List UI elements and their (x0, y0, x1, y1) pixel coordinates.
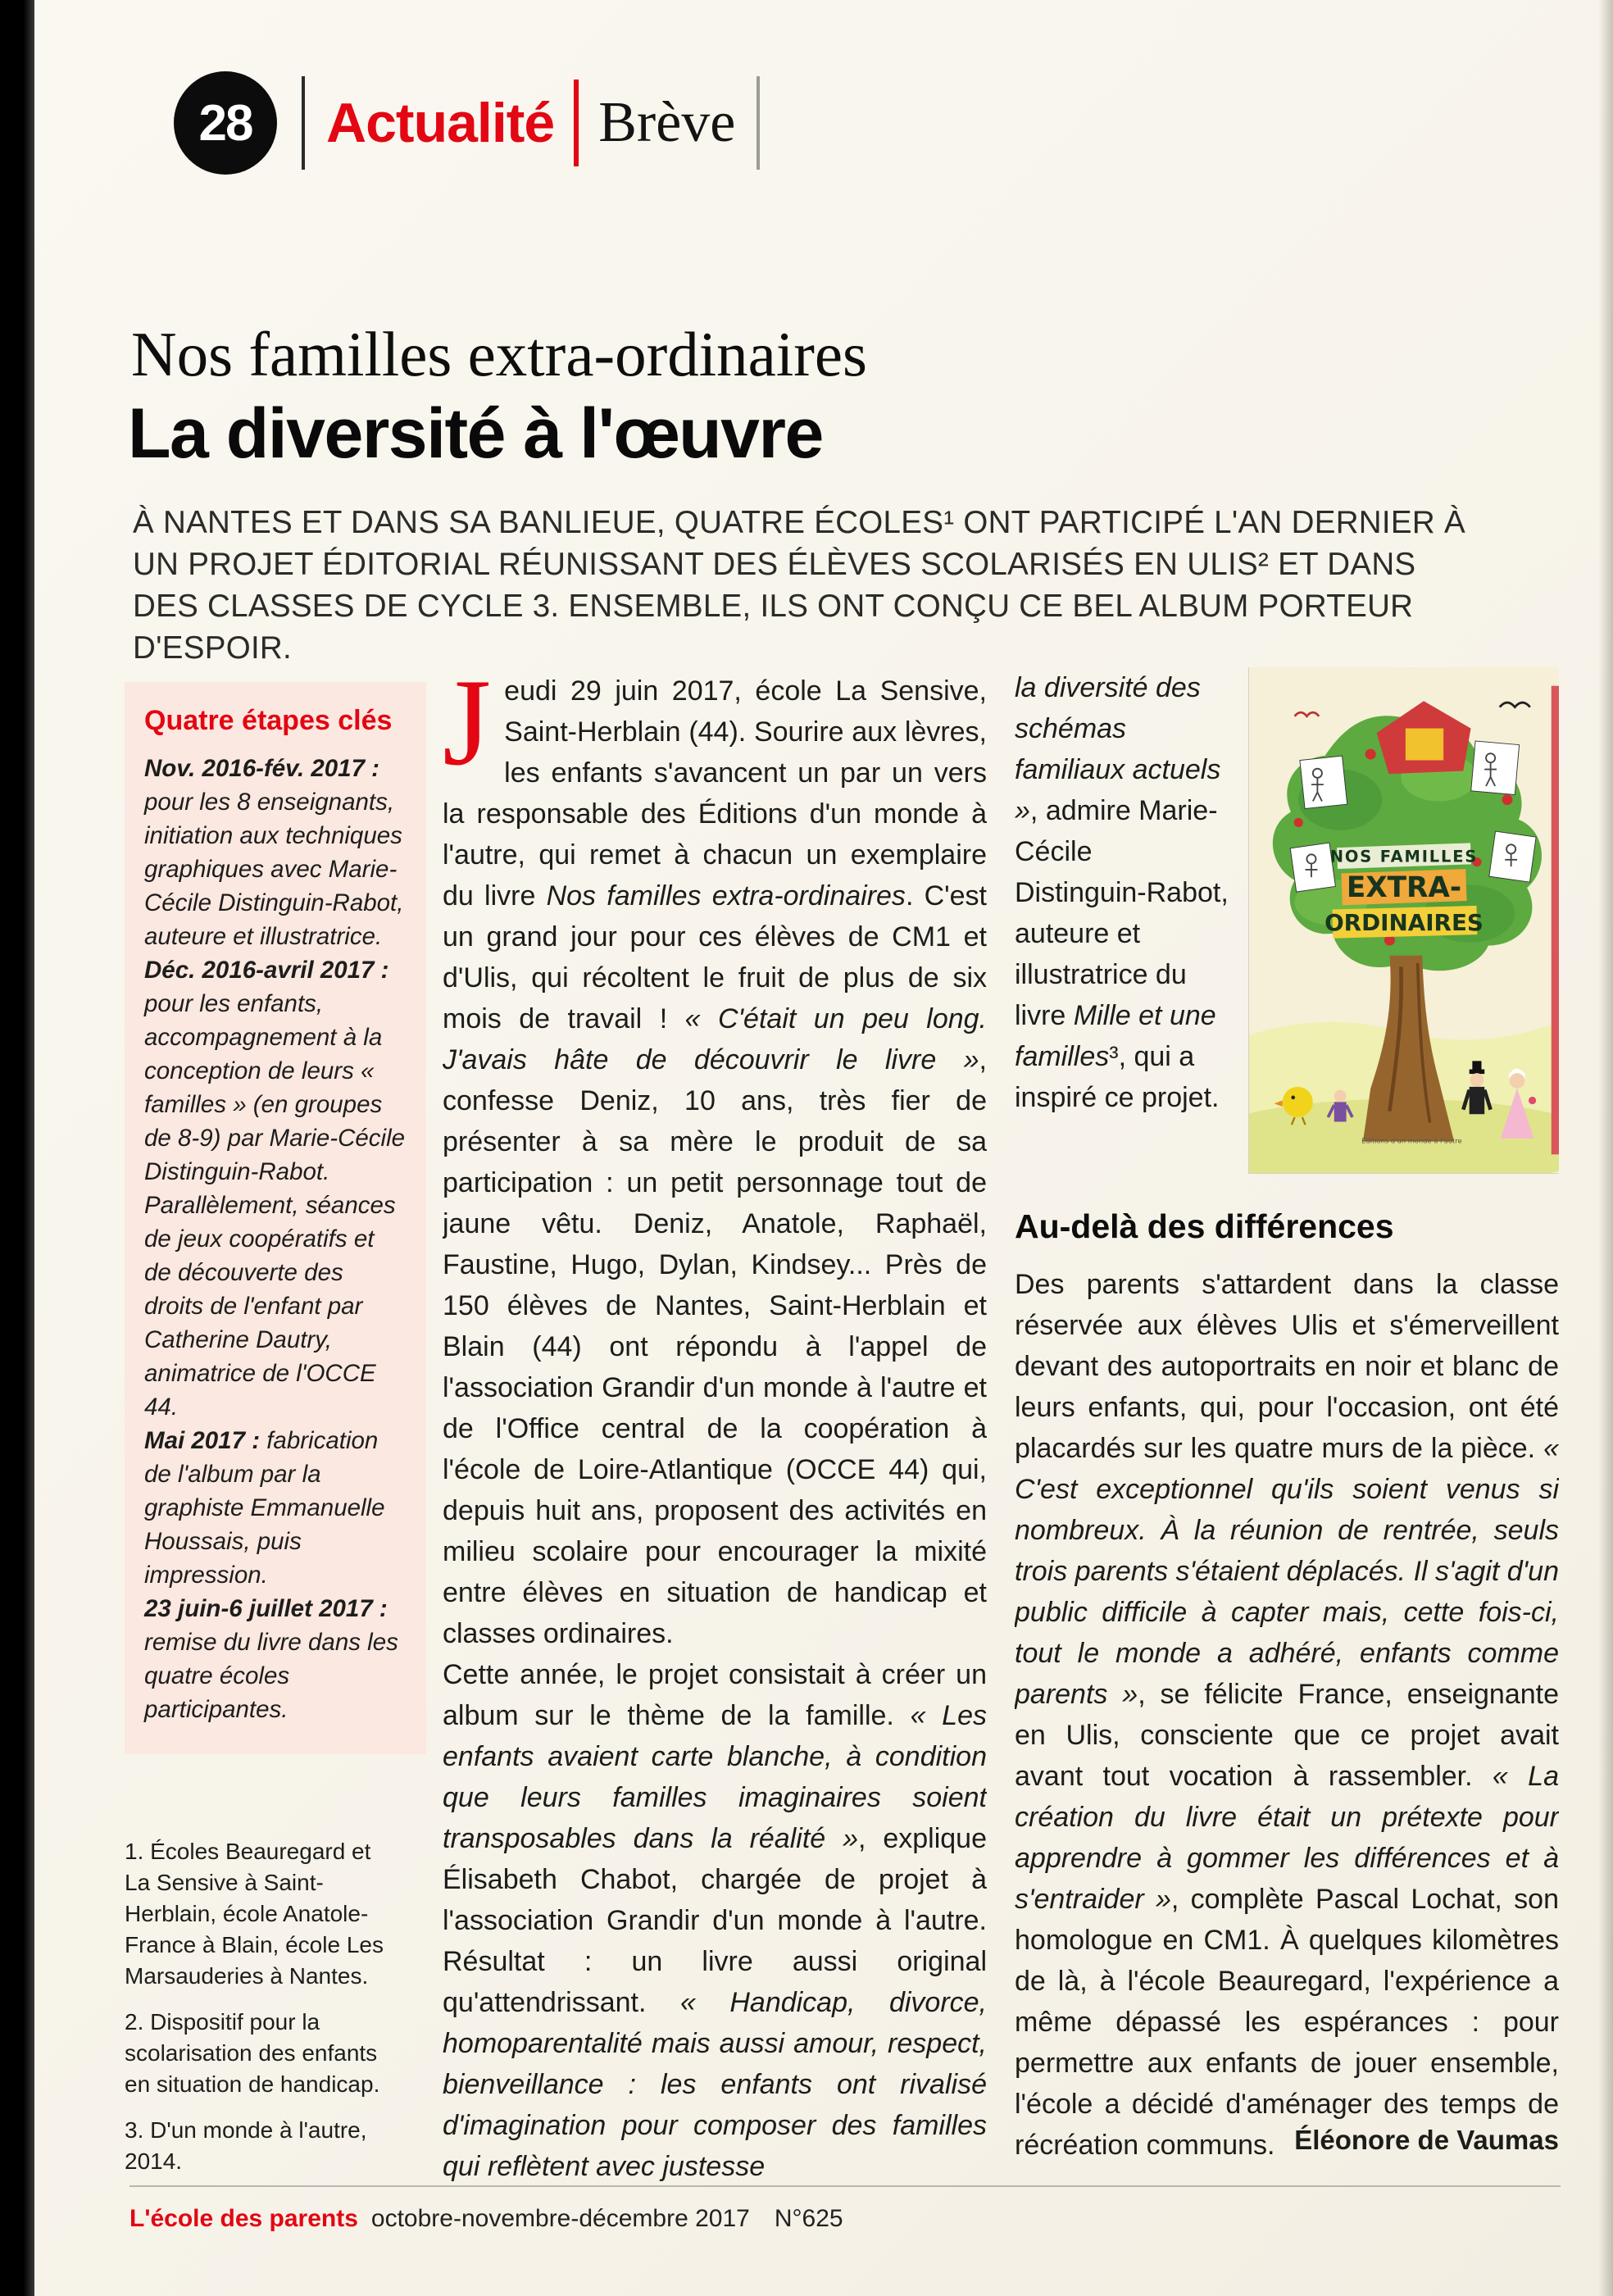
rubric-label: Brève (598, 91, 736, 154)
key-step-2 (144, 953, 407, 1424)
left-column (125, 682, 426, 2192)
footnote-1: 1. Écoles Beauregard et La Sensive à Saint-Herblain, école Anatole-France à Blain, école Les Marsauderies à Nantes. (125, 1839, 384, 1989)
paragraph-1 (443, 671, 987, 1654)
footer-brand: L'école des parents (129, 2205, 358, 2232)
cover-title-line-1: EXTRA- (1346, 871, 1462, 905)
masthead-divider-dark (302, 76, 305, 170)
article-column-main (443, 671, 987, 2203)
page-number-badge: 28 (174, 71, 277, 175)
masthead (174, 69, 760, 177)
article-kicker: Nos familles extra-ordinaires (131, 319, 868, 389)
article-title: La diversité à l'œuvre (128, 394, 823, 473)
page-footer (129, 2185, 1561, 2233)
key-step-4-text: remise du livre dans les quatre écoles participantes. (144, 1629, 398, 1723)
footnote-2: 2. Dispositif pour la scolarisation des enfants en situation de handicap. (125, 2009, 380, 2097)
byline: Éléonore de Vaumas (1294, 2125, 1559, 2155)
cover-title-line-2: ORDINAIRES (1324, 909, 1484, 937)
key-step-1 (144, 752, 407, 953)
continuation-text: la diversité des schémas familiaux actuels », admire Marie-Cécile Distinguin-Rabot, auteure et illustratrice du livre Mille et une familles³, qui a inspiré ce projet. (1015, 672, 1229, 1113)
key-step-3 (144, 1424, 407, 1592)
key-step-1-text: pour les 8 enseignants, initiation aux techniques graphiques avec Marie-Cécile Distinguin-Rabot, auteure et illustratrice. (144, 789, 404, 950)
section-label: Actualité (326, 92, 555, 154)
article-column-right (1015, 667, 1559, 2213)
book-cover (1249, 667, 1559, 1173)
paragraph-2: Cette année, le projet consistait à créer un album sur le thème de la famille. « Les enfants avaient carte blanche, à condition que leurs familles imaginaires soient transposables dans la réalité », explique Élisabeth Chabot, chargée de projet à l'association Grandir d'un monde à l'autre. Résultat : un livre aussi original qu'attendrissant. « Handicap, divorce, homoparentalité mais aussi amour, respect, bienveillance : les enfants ont rivalisé d'imagination pour composer des familles qui reflètent avec justesse (443, 1659, 987, 2182)
footnote-3: 3. D'un monde à l'autre, 2014. (125, 2117, 367, 2174)
key-step-3-date: Mai 2017 : (144, 1427, 261, 1454)
key-steps-title: Quatre étapes clés (144, 705, 393, 736)
key-step-1-date: Nov. 2016-fév. 2017 : (144, 755, 379, 782)
key-step-2-date: Déc. 2016-avril 2017 : (144, 957, 389, 984)
scan-edge-left (0, 0, 34, 2296)
article-lede: À NANTES ET DANS SA BANLIEUE, QUATRE ÉCOLES¹ ONT PARTICIPÉ L'AN DERNIER À UN PROJET ÉDITORIAL RÉUNISSANT DES ÉLÈVES SCOLARISÉS EN ULIS² ET DANS DES CLASSES DE CYCLE 3. ENSEMBLE, ILS ONT CONÇU CE BEL ALBUM PORTEUR D'ESPOIR. (133, 505, 1465, 666)
cover-imprint: Éditions d'un monde à l'autre (1361, 1136, 1462, 1145)
footnotes (125, 1836, 400, 2177)
scan-edge-right (1598, 0, 1613, 2296)
book-cover-illustration (1249, 667, 1559, 1173)
footer-issue: octobre-novembre-décembre 2017 (370, 2205, 750, 2232)
masthead-divider-red (574, 80, 579, 166)
paragraph-1-text: eudi 29 juin 2017, école La Sensive, Saint-Herblain (44). Sourire aux lèvres, les enfants s'avancent un par un vers la responsable des Éditions d'un monde à l'autre, qui remet à chacun un exemplaire du livre Nos familles extra-ordinaires. C'est un grand jour pour ces élèves de CM1 et d'Ulis, qui récoltent le fruit de plus de six mois de travail ! « C'était un peu long. J'avais hâte de découvrir le livre », confesse Deniz, 10 ans, très fier de présenter à sa mère le produit de sa participation : un petit personnage tout de jaune vêtu. Deniz, Anatole, Raphaël, Faustine, Hugo, Dylan, Kindsey... Près de 150 élèves de Nantes, Saint-Herblain et Blain (44) ont répondu à l'appel de l'association Grandir d'un monde à l'autre et de l'Office central de la coopération à l'école de Loire-Atlantique (OCCE 44) qui, depuis huit ans, proposent des activités en milieu scolaire pour encourager la mixité entre élèves en situation de handicap et classes ordinaires. (443, 675, 987, 1649)
cover-title-small: NOS FAMILLES (1329, 847, 1479, 866)
paragraph-3: Des parents s'attardent dans la classe réservée aux élèves Ulis et s'émerveillent devant des autoportraits en noir et blanc de leurs enfants, qui, pour l'occasion, ont été placardés sur les quatre murs de la pièce. « C'est exceptionnel qu'ils soient venus si nombreux. À la réunion de rentrée, seuls trois parents s'étaient déplacés. Il s'agit d'un public difficile à capter mais, cette fois-ci, tout le monde a adhéré, enfants comme parents », se félicite France, enseignante en Ulis, consciente que ce projet avait avant tout vocation à rassembler. « La création du livre était un prétexte pour apprendre à gommer les différences et à s'entraider », complète Pascal Lochat, son homologue en CM1. À quelques kilomètres de là, à l'école Beauregard, l'expérience a même dépassé les espérances : pour permettre aux enfants de jouer ensemble, l'école a décidé d'aménager des temps de récréation communs. (1015, 1269, 1559, 2161)
crosshead: Au-delà des différences (1015, 1207, 1394, 1245)
key-step-4 (144, 1592, 407, 1726)
drop-cap: J (443, 671, 492, 791)
masthead-divider-grey (757, 76, 760, 170)
key-step-3-text: fabrication de l'album par la graphiste Emmanuelle Houssais, puis impression. (144, 1427, 385, 1589)
footer-number: N°625 (774, 2205, 843, 2232)
key-step-2-text: pour les enfants, accompagnement à la conception de leurs « familles » (en groupes de 8-9) par Marie-Cécile Distinguin-Rabot. Parallèlement, séances de jeux coopératifs et de découverte des droits de l'enfant par Catherine Dautry, animatrice de l'OCCE 44. (144, 990, 406, 1421)
cover-red-edge (1552, 686, 1559, 1155)
key-step-4-date: 23 juin-6 juillet 2017 : (144, 1595, 388, 1622)
right-column-top (1015, 667, 1559, 1173)
key-steps-box (125, 682, 426, 1754)
